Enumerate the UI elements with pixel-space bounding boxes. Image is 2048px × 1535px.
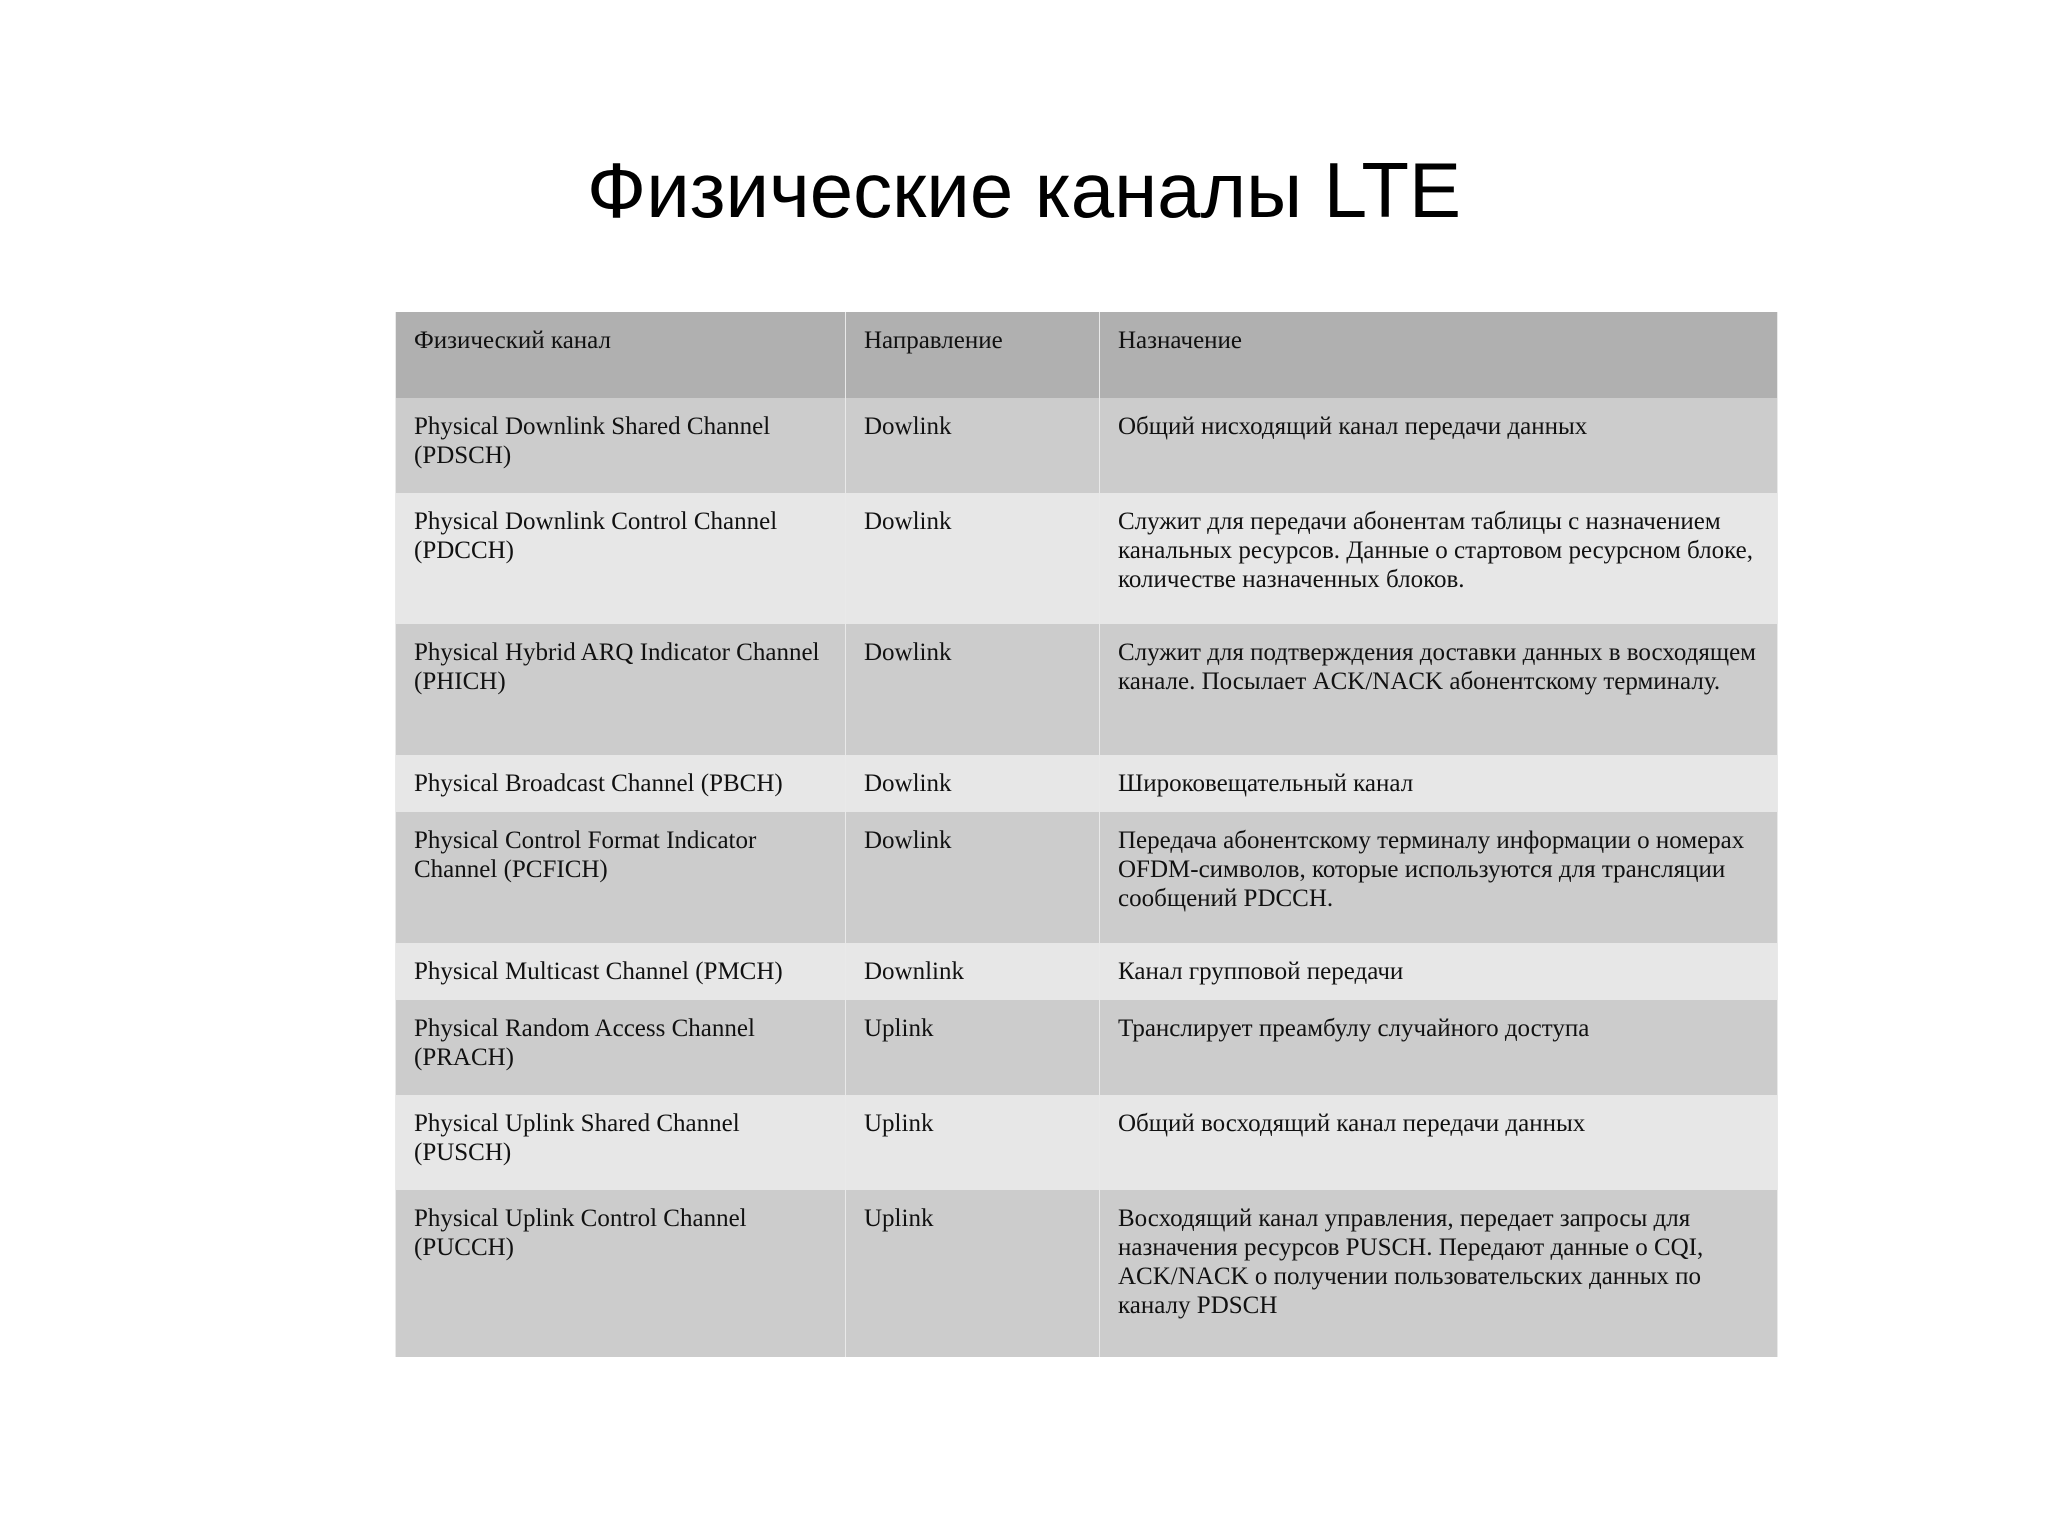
table-row [396, 1095, 1778, 1190]
cell-purpose: Канал групповой передачи [1100, 943, 1778, 1000]
table-row [396, 812, 1778, 943]
cell-purpose: Восходящий канал управления, передает запросы для назначения ресурсов PUSCH. Передают данные о CQI, ACK/NACK о получении пользовательских данных по каналу PDSCH [1100, 1190, 1778, 1357]
table-row [396, 624, 1778, 755]
cell-channel: Physical Downlink Shared Channel (PDSCH) [396, 398, 846, 493]
table-row [396, 755, 1778, 812]
cell-direction: Uplink [846, 1190, 1100, 1357]
cell-purpose: Транслирует преамбулу случайного доступа [1100, 1000, 1778, 1095]
cell-direction: Downlink [846, 943, 1100, 1000]
header-physical-channel: Физический канал [396, 312, 846, 398]
cell-purpose: Общий восходящий канал передачи данных [1100, 1095, 1778, 1190]
slide-title: Физические каналы LTE [586, 146, 1462, 234]
cell-channel: Physical Uplink Control Channel (PUCCH) [396, 1190, 846, 1357]
header-direction: Направление [846, 312, 1100, 398]
cell-purpose: Служит для подтверждения доставки данных в восходящем канале. Посылает ACK/NACK абонентскому терминалу. [1100, 624, 1778, 755]
cell-channel: Physical Downlink Control Channel (PDCCH) [396, 493, 846, 624]
table-row [396, 493, 1778, 624]
header-purpose: Назначение [1100, 312, 1778, 398]
table-row [396, 943, 1778, 1000]
lte-channels-table [395, 312, 1778, 1357]
table-row [396, 398, 1778, 493]
cell-channel: Physical Broadcast Channel (PBCH) [396, 755, 846, 812]
cell-channel: Physical Random Access Channel (PRACH) [396, 1000, 846, 1095]
cell-channel: Physical Multicast Channel (PMCH) [396, 943, 846, 1000]
cell-direction: Uplink [846, 1000, 1100, 1095]
table-row [396, 1190, 1778, 1357]
cell-direction: Dowlink [846, 812, 1100, 943]
table-row [396, 1000, 1778, 1095]
cell-direction: Uplink [846, 1095, 1100, 1190]
cell-direction: Dowlink [846, 493, 1100, 624]
cell-purpose: Передача абонентскому терминалу информации о номерах OFDM-символов, которые используются для трансляции сообщений PDCCH. [1100, 812, 1778, 943]
cell-direction: Dowlink [846, 624, 1100, 755]
cell-direction: Dowlink [846, 398, 1100, 493]
cell-channel: Physical Control Format Indicator Channel (PCFICH) [396, 812, 846, 943]
cell-channel: Physical Uplink Shared Channel (PUSCH) [396, 1095, 846, 1190]
cell-purpose: Служит для передачи абонентам таблицы с назначением канальных ресурсов. Данные о стартовом ресурсном блоке, количестве назначенных блоков. [1100, 493, 1778, 624]
cell-purpose: Широковещательный канал [1100, 755, 1778, 812]
cell-channel: Physical Hybrid ARQ Indicator Channel (PHICH) [396, 624, 846, 755]
cell-purpose: Общий нисходящий канал передачи данных [1100, 398, 1778, 493]
table-header-row [396, 312, 1778, 398]
cell-direction: Dowlink [846, 755, 1100, 812]
